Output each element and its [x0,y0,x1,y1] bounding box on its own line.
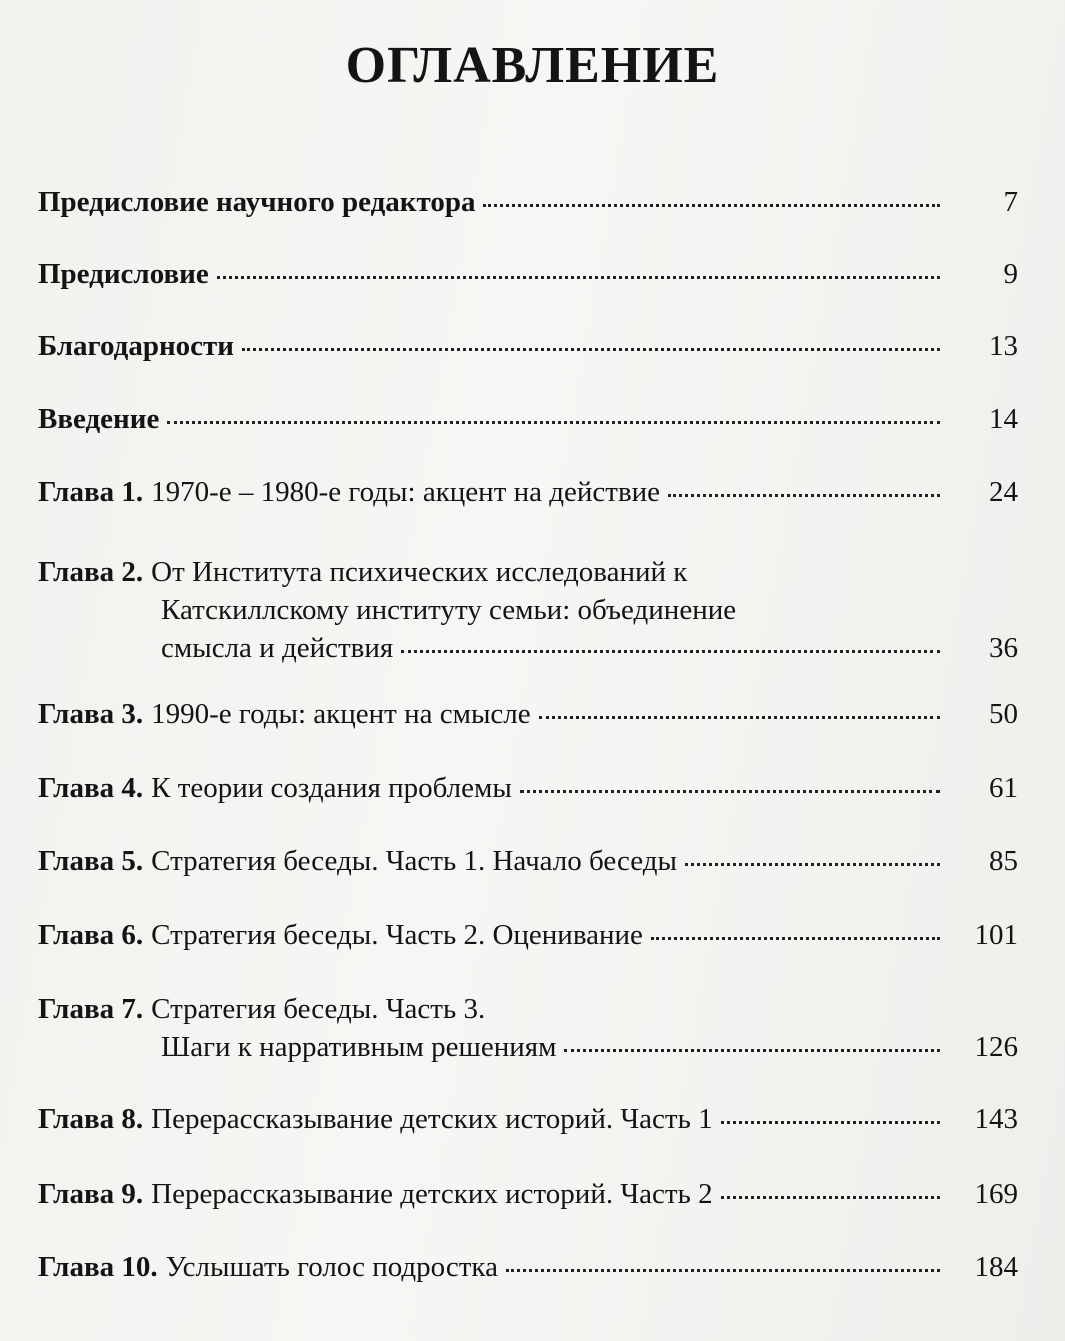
chapter-title-line-2: Шаги к нарративным решениям [161,1031,557,1063]
toc-entry-chapter-10[interactable] [38,1251,1018,1291]
chapter-title-line-2: Катскиллскому институту семьи: объединение [161,594,737,626]
leader-dots [668,494,940,497]
chapter-number: Глава 2. [38,556,144,588]
chapter-title: Стратегия беседы. Часть 2. Оценивание [151,919,643,951]
toc-entry-chapter-8[interactable] [38,1103,1018,1143]
chapter-title: Перерассказывание детских историй. Часть 2 [151,1178,713,1210]
chapter-title-line-1: От Института психических исследований к [151,556,688,588]
leader-dots [539,716,940,719]
leader-dots [721,1196,940,1199]
toc-entry-introduction[interactable] [38,403,1018,443]
chapter-number: Глава 5. [38,845,144,877]
leader-dots [242,348,940,351]
toc-entry-page: 184 [974,1251,1018,1283]
toc-entry-chapter-3[interactable] [38,698,1018,738]
chapter-number: Глава 10. [38,1251,158,1283]
leader-dots [483,204,940,207]
toc-entry-page: 50 [989,698,1018,730]
toc-entry-page: 169 [974,1178,1018,1210]
toc-entry-label: Предисловие научного редактора [38,186,476,218]
toc-entry-label: Введение [38,403,160,435]
chapter-title: Услышать голос подростка [165,1251,498,1283]
toc-entry-acknowledgements[interactable] [38,330,1018,370]
chapter-title: 1990-е годы: акцент на смысле [151,698,531,730]
toc-entry-chapter-4[interactable] [38,772,1018,812]
toc-entry-chapter-2[interactable] [38,556,1018,672]
chapter-number: Глава 7. [38,993,144,1025]
leader-dots [506,1269,940,1272]
toc-entry-label: Благодарности [38,330,235,362]
leader-dots [401,650,940,653]
chapter-title: 1970-е – 1980-е годы: акцент на действие [151,476,661,508]
chapter-number: Глава 6. [38,919,144,951]
toc-entry-page: 13 [989,330,1018,362]
chapter-title-line-1: Стратегия беседы. Часть 3. [151,993,486,1025]
chapter-number: Глава 4. [38,772,144,804]
toc-entry-chapter-6[interactable] [38,919,1018,959]
toc-entry-page: 61 [989,772,1018,804]
toc-entry-page: 7 [1003,186,1018,218]
toc-entry-page: 85 [989,845,1018,877]
page-title: ОГЛАВЛЕНИЕ [345,37,720,94]
toc-entry-page: 9 [1003,258,1018,290]
leader-dots [721,1121,940,1124]
toc-entry-chapter-7[interactable] [38,993,1018,1071]
toc-entry-page: 126 [974,1031,1018,1063]
leader-dots [520,790,940,793]
toc-entry-editor-foreword[interactable] [38,186,1018,226]
toc-entry-page: 143 [974,1103,1018,1135]
leader-dots [167,421,940,424]
toc-entry-chapter-5[interactable] [38,845,1018,885]
leader-dots [564,1049,940,1052]
chapter-number: Глава 3. [38,698,144,730]
leader-dots [217,276,940,279]
chapter-number: Глава 8. [38,1103,144,1135]
leader-dots [651,937,940,940]
toc-entry-page: 14 [989,403,1018,435]
toc-entry-page: 101 [974,919,1018,951]
chapter-number: Глава 1. [38,476,144,508]
toc-entry-label: Предисловие [38,258,209,290]
toc-entry-chapter-9[interactable] [38,1178,1018,1218]
chapter-title-line-3: смысла и действия [161,632,394,664]
toc-entry-chapter-1[interactable] [38,476,1018,516]
chapter-title: Перерассказывание детских историй. Часть 1 [151,1103,713,1135]
chapter-number: Глава 9. [38,1178,144,1210]
toc-entry-foreword[interactable] [38,258,1018,298]
toc-entry-page: 24 [989,476,1018,508]
toc-entry-page: 36 [989,632,1018,664]
chapter-title: Стратегия беседы. Часть 1. Начало беседы [151,845,677,877]
chapter-title: К теории создания проблемы [151,772,512,804]
leader-dots [685,863,940,866]
